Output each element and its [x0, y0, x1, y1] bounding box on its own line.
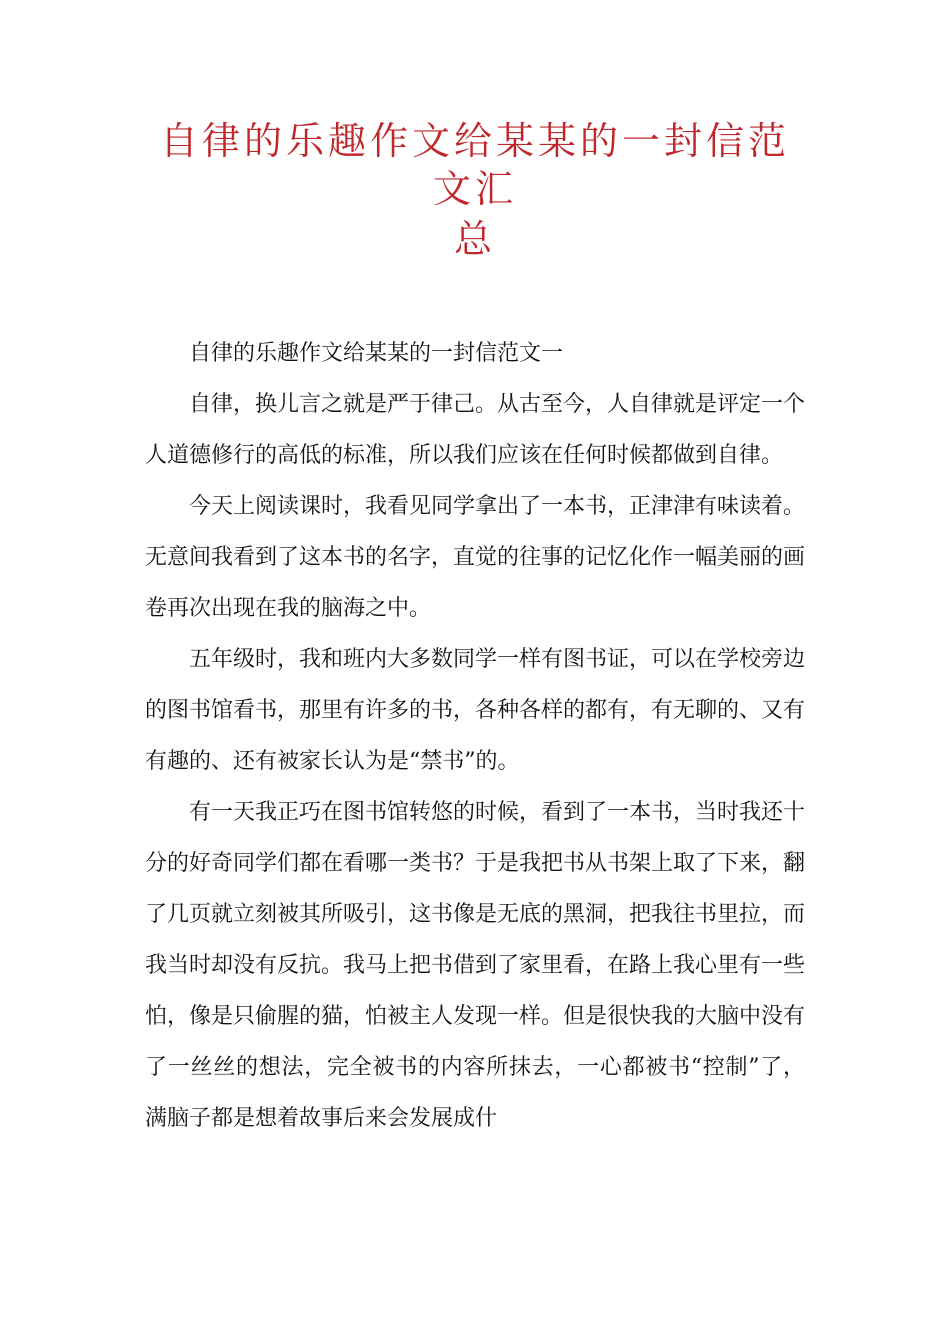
paragraph-4: 有一天我正巧在图书馆转悠的时候，看到了一本书，当时我还十分的好奇同学们都在看哪一类书？于是我把书从书架上取了下来，翻了几页就立刻被其所吸引，这书像是无底的黑洞，把我往书里拉，而我当时却没有反抗。我马上把书借到了家里看，在路上我心里有一些怕，像是只偷腥的猫，怕被主人发现一样。但是很快我的大脑中没有了一丝丝的想法，完全被书的内容所抹去，一心都被书“控制”了，满脑子都是想着故事后来会发展成什 [145, 800, 806, 1131]
document-title-line-1: 自律的乐趣作文给某某的一封信范文汇 [159, 119, 790, 211]
paragraph-1: 自律，换儿言之就是严于律己。从古至今，人自律就是评定一个人道德修行的高低的标准，所以我们应该在任何时候都做到自律。 [145, 392, 806, 468]
section-heading: 自律的乐趣作文给某某的一封信范文一 [189, 341, 564, 366]
paragraph-3: 五年级时，我和班内大多数同学一样有图书证，可以在学校旁边的图书馆看书，那里有许多的书，各种各样的都有，有无聊的、又有有趣的、还有被家长认为是“禁书”的。 [145, 647, 806, 774]
document-title-line-2: 总 [453, 217, 496, 261]
document-body [145, 328, 805, 1144]
paragraph-2: 今天上阅读课时，我看见同学拿出了一本书，正津津有味读着。无意间我看到了这本书的名字，直觉的往事的记忆化作一幅美丽的画卷再次出现在我的脑海之中。 [145, 494, 806, 621]
